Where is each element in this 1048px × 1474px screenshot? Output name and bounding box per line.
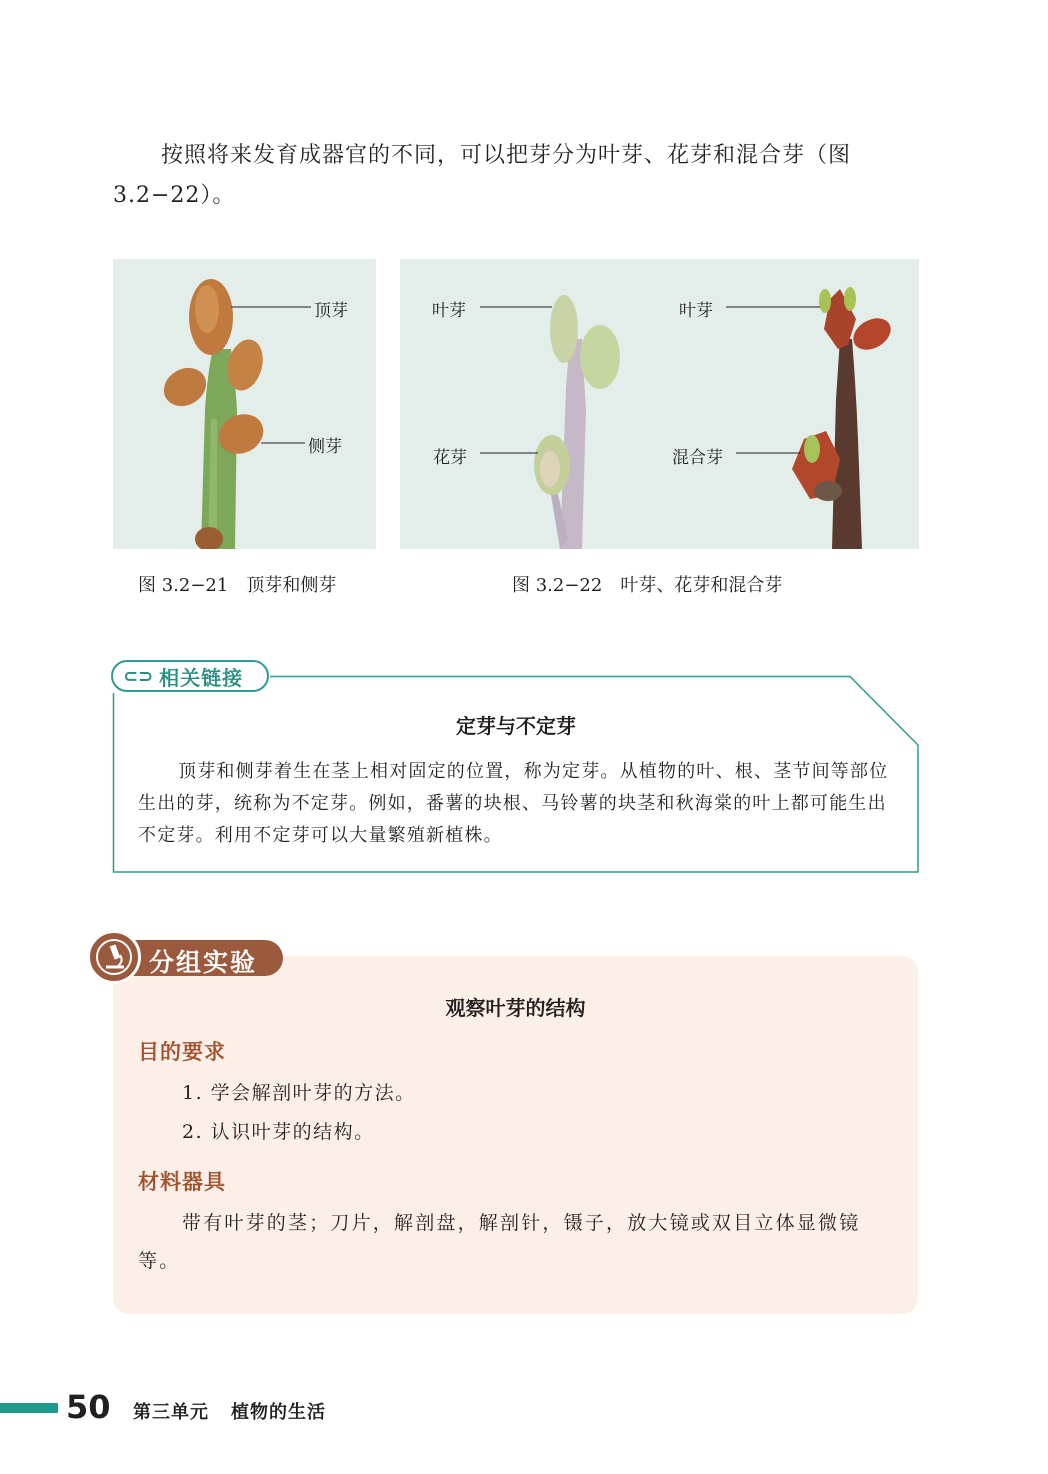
label-leaf-bud-right: 叶芽 xyxy=(679,301,713,321)
caption-fig-21: 图 3.2−21 顶芽和侧芽 xyxy=(138,575,337,596)
label-leaf-bud-left: 叶芽 xyxy=(432,301,466,321)
microscope-icon xyxy=(87,930,141,984)
footer-title: 植物的生活 xyxy=(231,1402,326,1423)
objective-item: 2. 认识叶芽的结构。 xyxy=(182,1121,375,1143)
experiment-title: 观察叶芽的结构 xyxy=(445,996,586,1020)
caption-fig-22: 图 3.2−22 叶芽、花芽和混合芽 xyxy=(512,575,783,596)
figure-leaf-flower-mixed-bud-photo xyxy=(400,259,919,549)
label-mixed-bud: 混合芽 xyxy=(672,448,723,468)
footer-chapter xyxy=(133,1398,326,1424)
footer-unit: 第三单元 xyxy=(133,1402,209,1423)
related-link-tag-label: 相关链接 xyxy=(159,665,244,690)
link-icon: ⊂⊃ xyxy=(123,665,154,687)
related-link-title: 定芽与不定芽 xyxy=(456,714,576,738)
objective-item: 1. 学会解剖叶芽的方法。 xyxy=(182,1082,416,1104)
experiment-tag xyxy=(87,930,283,986)
label-flower-bud: 花芽 xyxy=(433,448,467,468)
label-lateral-bud: 侧芽 xyxy=(308,437,342,457)
experiment-tag-pill xyxy=(123,940,283,976)
label-terminal-bud: 顶芽 xyxy=(314,301,348,321)
experiment-tag-label: 分组实验 xyxy=(149,948,258,977)
related-link-body: 顶芽和侧芽着生在茎上相对固定的位置，称为定芽。从植物的叶、根、茎节间等部位生出的芽，统称为不定芽。例如，番薯的块根、马铃薯的块茎和秋海棠的叶上都可能生出不定芽。利用不定芽可以大量繁殖新植株。 xyxy=(138,761,889,846)
materials-body: 带有叶芽的茎；刀片，解剖盘，解剖针，镊子，放大镜或双目立体显微镜等。 xyxy=(138,1212,861,1272)
materials-heading: 材料器具 xyxy=(138,1170,226,1194)
objectives-heading: 目的要求 xyxy=(138,1040,226,1064)
related-link-tag xyxy=(111,660,269,692)
page-number: 50 xyxy=(66,1388,111,1426)
footer-accent-bar xyxy=(0,1403,58,1413)
intro-paragraph: 按照将来发育成器官的不同，可以把芽分为叶芽、花芽和混合芽（图3.2−22）。 xyxy=(113,143,852,208)
